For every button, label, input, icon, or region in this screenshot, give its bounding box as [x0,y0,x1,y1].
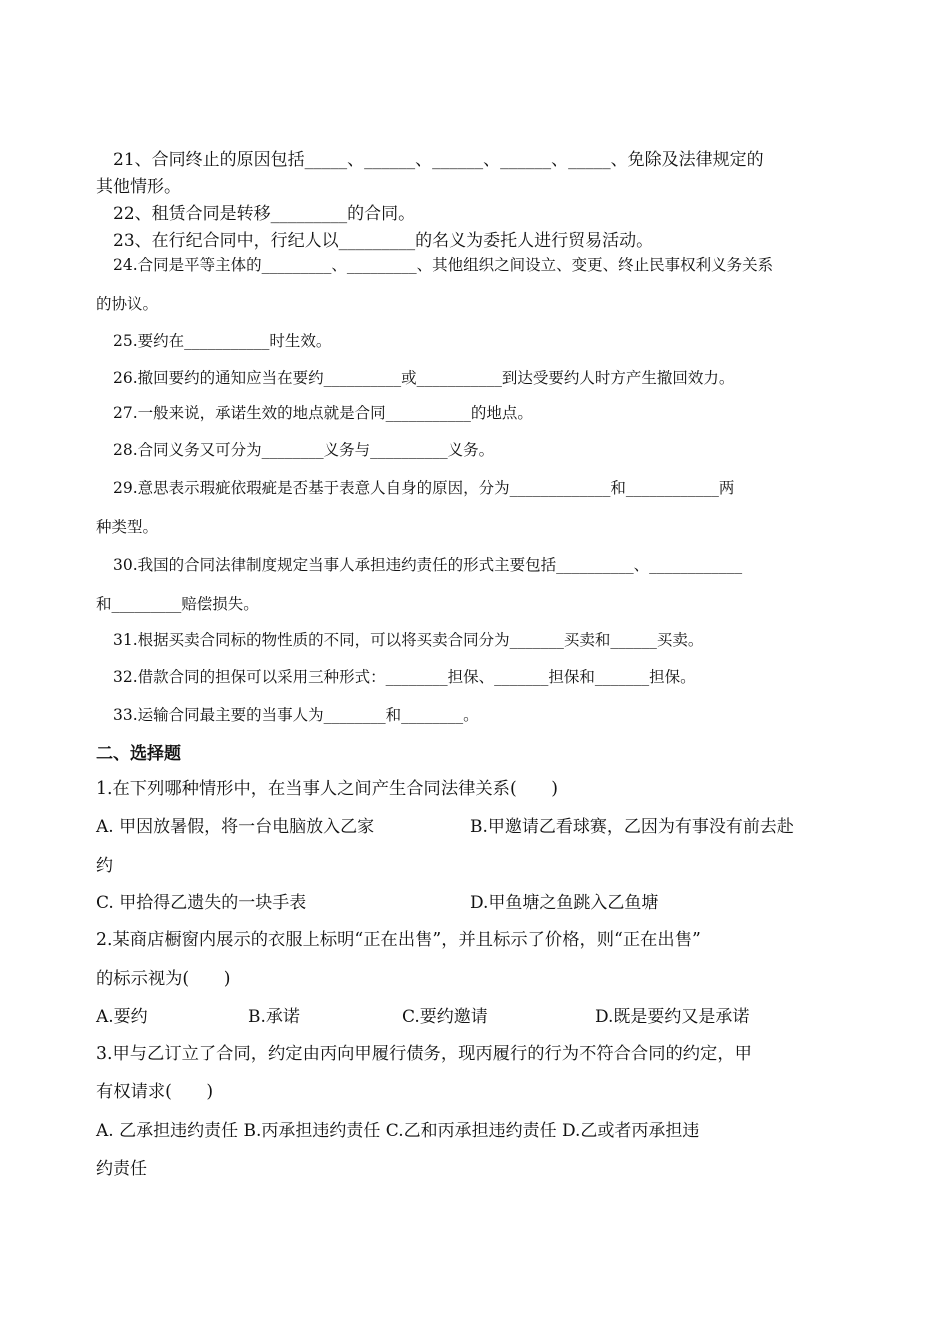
question-32: 32.借款合同的担保可以采用三种形式：________担保、_______担保和_______担保。 [113,668,696,686]
question-29-line1: 29.意思表示瑕疵依瑕疵是否基于表意人自身的原因，分为_____________和____________两 [113,479,735,497]
choice-q3-options: A. 乙承担违约责任 B.丙承担违约责任 C.乙和丙承担违约责任 D.乙或者丙承担违 [96,1121,700,1141]
choice-q1-option-d: D.甲鱼塘之鱼跳入乙鱼塘 [470,893,659,913]
choice-q3-stem-line1: 3.甲与乙订立了合同，约定由丙向甲履行债务，现丙履行的行为不符合合同的约定，甲 [96,1044,752,1064]
question-29-line2: 种类型。 [96,518,159,536]
choice-q2-option-d: D.既是要约又是承诺 [595,1007,750,1027]
question-33: 33.运输合同最主要的当事人为________和________。 [113,706,479,724]
section-title-choice: 二、选择题 [96,744,181,764]
question-30-line2: 和_________赔偿损失。 [96,595,259,613]
choice-q3-options-cont: 约责任 [96,1159,147,1179]
question-21-line1: 21、合同终止的原因包括_____、______、______、______、_____、免除及法律规定的 [113,150,764,170]
choice-q1-option-a: A. 甲因放暑假，将一台电脑放入乙家 [96,817,375,837]
question-21-line2: 其他情形。 [96,177,181,197]
question-30-line1: 30.我国的合同法律制度规定当事人承担违约责任的形式主要包括__________、____________ [113,556,743,574]
question-24-line2: 的协议。 [96,295,159,313]
choice-q2-stem-line2: 的标示视为( ) [96,969,231,989]
choice-q2-stem-line1: 2.某商店橱窗内展示的衣服上标明“正在出售”，并且标示了价格，则“正在出售” [96,930,701,950]
choice-q1-option-b: B.甲邀请乙看球赛，乙因为有事没有前去赴 [470,817,794,837]
question-22: 22、租赁合同是转移_________的合同。 [113,204,416,224]
question-25: 25.要约在___________时生效。 [113,332,332,350]
choice-q2-option-a: A.要约 [96,1007,148,1027]
question-27: 27.一般来说，承诺生效的地点就是合同___________的地点。 [113,404,533,422]
question-28: 28.合同义务又可分为________义务与__________义务。 [113,441,495,459]
choice-q1-option-c: C. 甲拾得乙遗失的一块手表 [96,893,307,913]
question-31: 31.根据买卖合同标的物性质的不同，可以将买卖合同分为_______买卖和______买卖。 [113,631,704,649]
choice-q2-option-c: C.要约邀请 [402,1007,488,1027]
choice-q1-stem: 1.在下列哪种情形中，在当事人之间产生合同法律关系( ) [96,779,559,799]
question-24-line1: 24.合同是平等主体的_________、_________、其他组织之间设立、变更、终止民事权利义务关系 [113,256,774,274]
question-23: 23、在行纪合同中，行纪人以_________的名义为委托人进行贸易活动。 [113,231,654,251]
choice-q3-stem-line2: 有权请求( ) [96,1082,214,1102]
choice-q2-option-b: B.承诺 [248,1007,300,1027]
question-26: 26.撤回要约的通知应当在要约__________或___________到达受要约人时方产生撤回效力。 [113,369,735,387]
choice-q1-option-b-cont: 约 [96,856,113,876]
